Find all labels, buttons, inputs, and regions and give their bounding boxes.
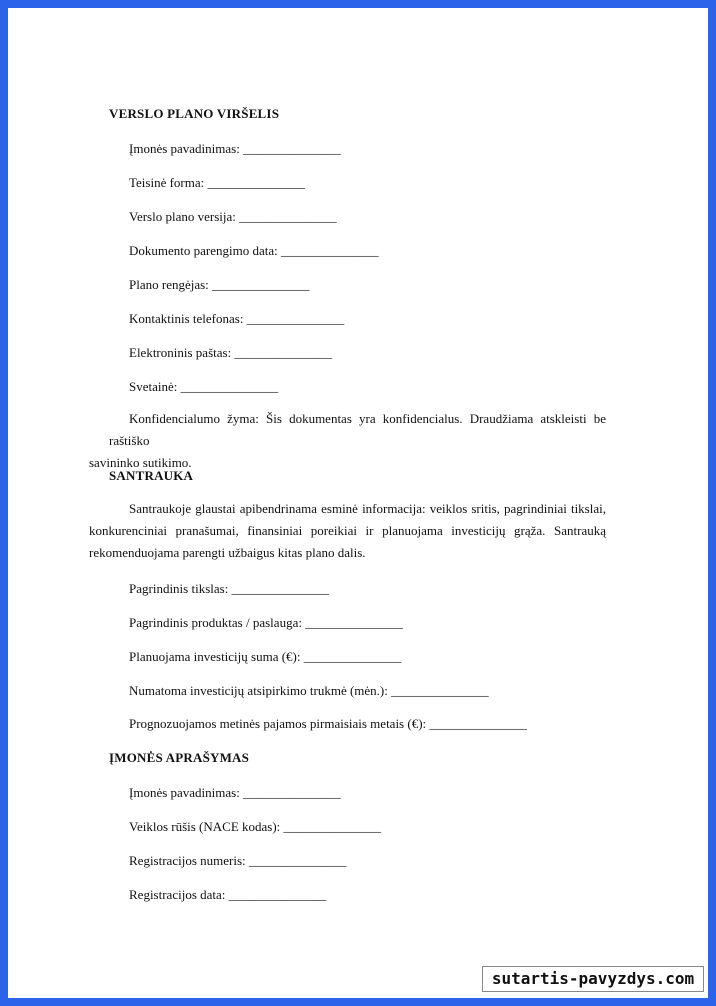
summary-field-investment-amount: Planuojama investicijų suma (€): _______________ <box>129 649 402 664</box>
summary-field-main-goal: Pagrindinis tikslas: _______________ <box>129 581 330 596</box>
watermark-site-link: sutartis-pavyzdys.com <box>482 966 704 992</box>
cover-field-email: Elektroninis paštas: _______________ <box>129 345 332 360</box>
cover-heading: VERSLO PLANO VIRŠELIS <box>109 106 280 121</box>
cover-field-company-name: Įmonės pavadinimas: _______________ <box>129 141 341 156</box>
company-field-registration-date: Registracijos data: _______________ <box>129 887 327 902</box>
summary-field-annual-revenue: Prognozuojamos metinės pajamos pirmaisiais metais (€): _______________ <box>129 716 527 731</box>
cover-field-legal-form: Teisinė forma: _______________ <box>129 175 306 190</box>
cover-field-preparation-date: Dokumento parengimo data: _______________ <box>129 243 379 258</box>
confidentiality-line: Konfidencialumo žyma: Šis dokumentas yra konfidencialus. Draudžiama atskleisti be raštiško <box>109 411 606 448</box>
company-field-name: Įmonės pavadinimas: _______________ <box>129 785 341 800</box>
company-field-registration-number: Registracijos numeris: _______________ <box>129 853 347 868</box>
company-heading: ĮMONĖS APRAŠYMAS <box>109 750 250 765</box>
cover-field-plan-version: Verslo plano versija: _______________ <box>129 209 337 224</box>
confidentiality-notice <box>89 408 606 474</box>
summary-paragraph <box>89 498 606 564</box>
cover-field-phone: Kontaktinis telefonas: _______________ <box>129 311 345 326</box>
summary-paragraph-line: rekomenduojama parengti užbaigus kitas plano dalis. <box>89 545 366 560</box>
summary-field-payback-period: Numatoma investicijų atsipirkimo trukmė (mėn.): _______________ <box>129 683 489 698</box>
confidentiality-line: savininko sutikimo. <box>89 455 192 470</box>
cover-field-plan-author: Plano rengėjas: _______________ <box>129 277 310 292</box>
summary-paragraph-line: Santraukoje glaustai apibendrinama esminė informacija: veiklos sritis, pagrindiniai tikslai, <box>129 501 606 516</box>
summary-heading: SANTRAUKA <box>109 468 194 483</box>
summary-field-main-product: Pagrindinis produktas / paslauga: _______________ <box>129 615 403 630</box>
cover-field-website: Svetainė: _______________ <box>129 379 279 394</box>
company-field-nace-code: Veiklos rūšis (NACE kodas): _______________ <box>129 819 382 834</box>
summary-paragraph-line: konkurenciniai pranašumai, finansiniai poreikiai ir planuojama investicijų grąža. Santrauką <box>89 523 606 538</box>
